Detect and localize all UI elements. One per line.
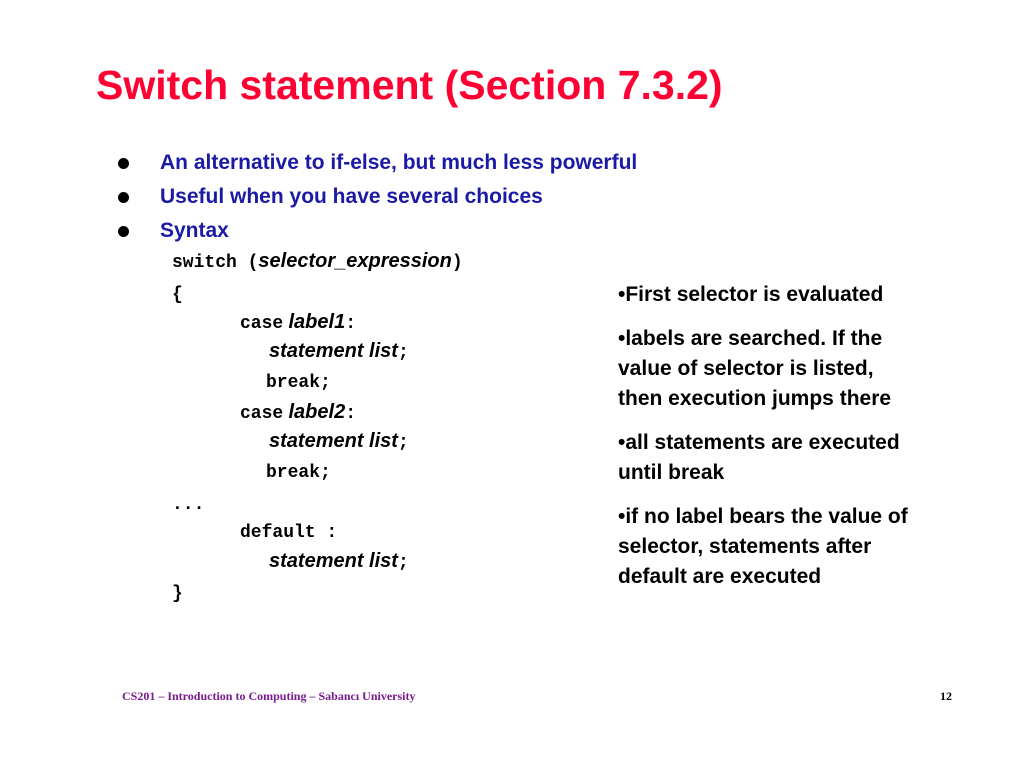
- code-keyword: break;: [266, 373, 331, 393]
- code-label: label2: [288, 401, 346, 423]
- code-switch-line: [172, 250, 463, 273]
- note-line: then execution jumps there: [618, 387, 892, 410]
- code-colon: :: [345, 404, 357, 424]
- note-line: default are executed: [618, 565, 822, 588]
- note-line: selector, statements after: [618, 535, 872, 558]
- page-number: 12: [940, 689, 952, 703]
- note-item: [618, 502, 998, 592]
- side-notes: [618, 280, 998, 606]
- note-item: [618, 428, 998, 488]
- code-break1-line: [266, 371, 331, 393]
- code-paren: ): [451, 253, 463, 273]
- code-keyword: case: [240, 404, 284, 424]
- code-statement: statement list: [269, 430, 398, 452]
- code-block: [0, 0, 600, 620]
- code-case2-line: [240, 401, 356, 424]
- bullet-text: Syntax: [160, 219, 229, 242]
- code-expression: selector_expression: [258, 250, 452, 272]
- code-semicolon: ;: [397, 553, 409, 573]
- note-line: •if no label bears the value of: [618, 505, 908, 528]
- code-break2-line: [266, 461, 331, 483]
- code-brace: {: [172, 285, 183, 305]
- code-close-brace: [172, 582, 183, 604]
- code-ellipsis: ...: [172, 495, 205, 515]
- note-line: •all statements are executed: [618, 431, 900, 454]
- code-semicolon: ;: [397, 433, 409, 453]
- code-stmt2-line: [269, 430, 409, 453]
- footer-course: CS201 – Introduction to Computing – Sabancı University: [122, 689, 416, 703]
- code-statement: statement list: [269, 550, 398, 572]
- note-line: •First selector is evaluated: [618, 283, 884, 306]
- code-ellipsis-line: [172, 493, 204, 515]
- code-label: label1: [288, 311, 346, 333]
- code-statement: statement list: [269, 340, 398, 362]
- code-stmt3-line: [269, 550, 409, 573]
- note-line: value of selector is listed,: [618, 357, 874, 380]
- code-case1-line: [240, 311, 356, 334]
- code-keyword: case: [240, 314, 284, 334]
- bullet-text: An alternative to if-else, but much less powerful: [160, 151, 638, 174]
- slide-title: Switch statement (Section 7.3.2): [96, 62, 723, 108]
- code-keyword: switch (: [172, 253, 259, 273]
- code-brace: }: [172, 584, 183, 604]
- note-item: [618, 324, 998, 414]
- code-keyword: break;: [266, 463, 331, 483]
- code-stmt1-line: [269, 340, 409, 363]
- bullet-text: Useful when you have several choices: [160, 185, 543, 208]
- note-line: •labels are searched. If the: [618, 327, 883, 350]
- code-keyword: default :: [240, 523, 338, 543]
- code-default-line: [240, 521, 337, 543]
- note-line: until break: [618, 461, 725, 484]
- note-item: [618, 280, 998, 310]
- code-colon: :: [345, 314, 357, 334]
- code-open-brace: [172, 283, 183, 305]
- code-semicolon: ;: [397, 343, 409, 363]
